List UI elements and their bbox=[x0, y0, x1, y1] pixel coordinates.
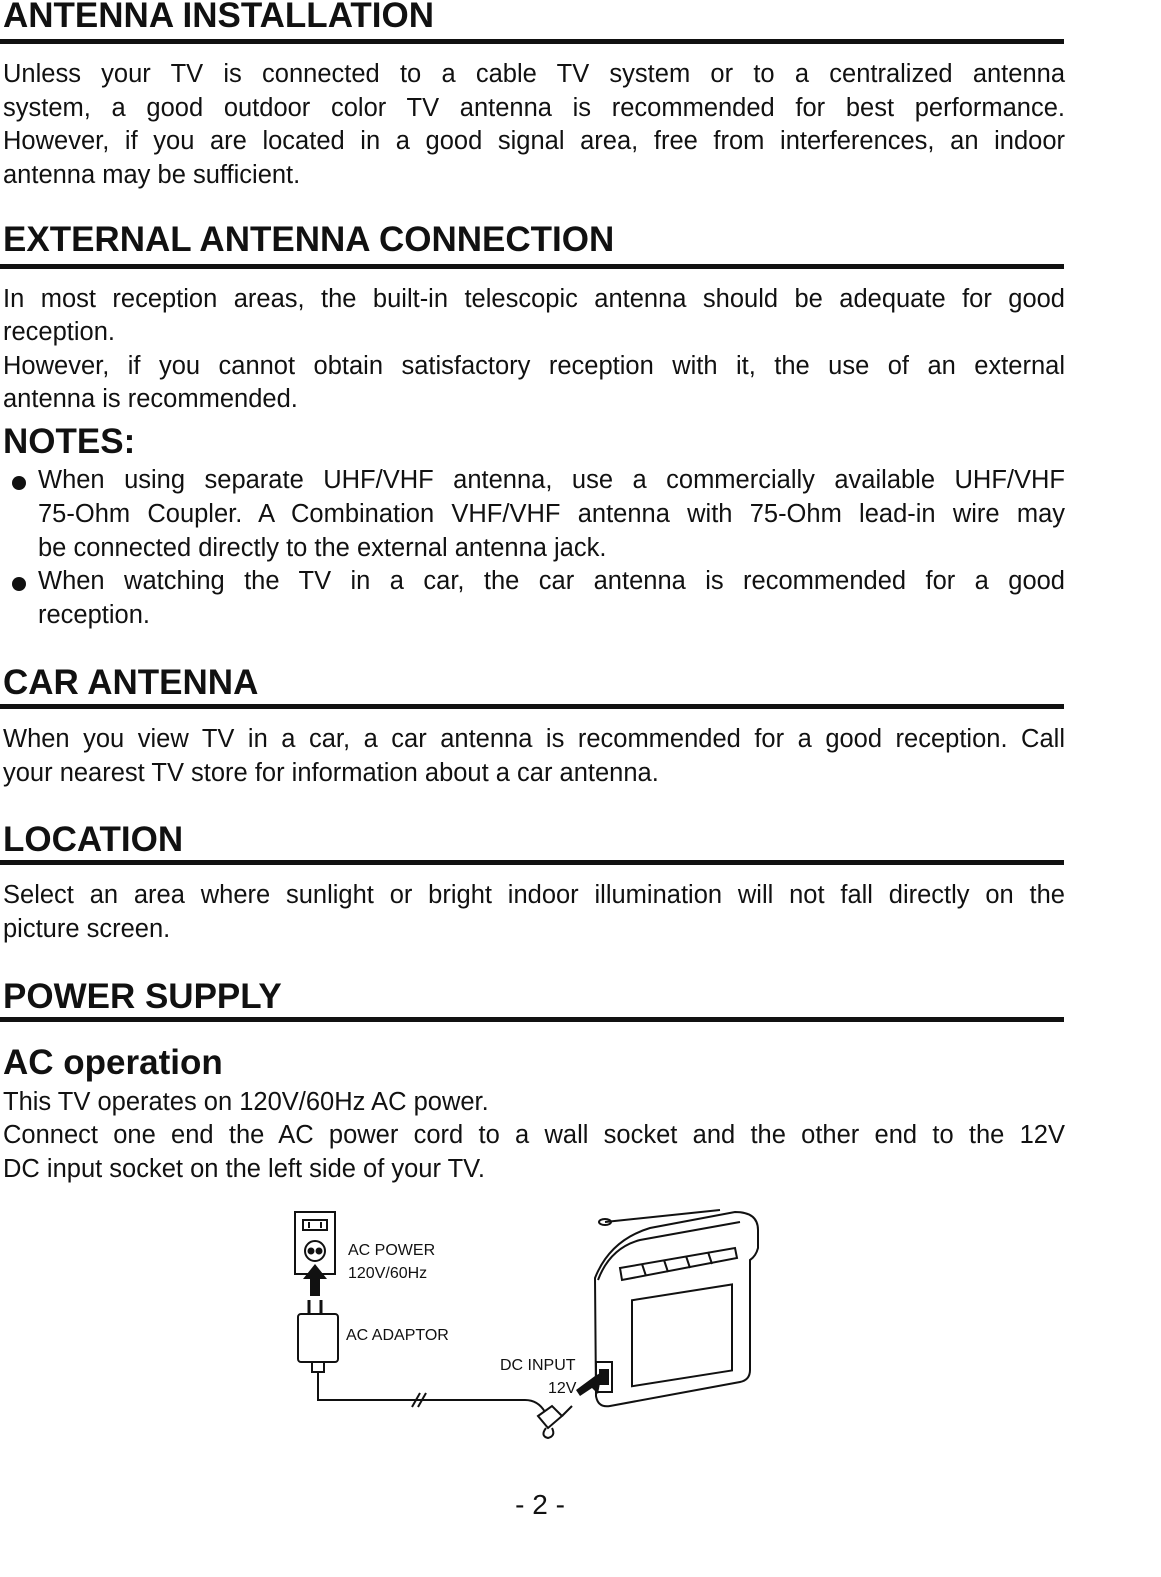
paragraph-line: Connect one end the AC power cord to a wall socket and the other end to the 12V bbox=[3, 1121, 1065, 1149]
dc-input-arrow-icon bbox=[576, 1372, 602, 1396]
note-line: When using separate UHF/VHF antenna, use a commercially available UHF/VHF bbox=[38, 466, 1065, 494]
heading-antenna-installation: ANTENNA INSTALLATION bbox=[3, 0, 434, 35]
heading-rule bbox=[0, 39, 1064, 44]
ac-adaptor-label: AC ADAPTOR bbox=[346, 1327, 449, 1344]
paragraph-line: your nearest TV store for information about a car antenna. bbox=[3, 759, 659, 787]
paragraph-line: When you view TV in a car, a car antenna is recommended for a good reception. Call bbox=[3, 725, 1065, 753]
ac-power-spec: 120V/60Hz bbox=[348, 1265, 428, 1282]
paragraph-line: antenna is recommended. bbox=[3, 385, 298, 413]
power-cable bbox=[318, 1380, 545, 1412]
bullet-icon bbox=[12, 476, 26, 490]
heading-rule bbox=[0, 704, 1064, 709]
heading-rule bbox=[0, 264, 1064, 269]
bullet-icon bbox=[12, 577, 26, 591]
heading-car-antenna: CAR ANTENNA bbox=[3, 663, 259, 702]
paragraph-line: This TV operates on 120V/60Hz AC power. bbox=[3, 1088, 489, 1116]
paragraph-line: system, a good outdoor color TV antenna is recommended for best performance. bbox=[3, 94, 1065, 122]
note-line: 75-Ohm Coupler. A Combination VHF/VHF antenna with 75-Ohm lead-in wire may bbox=[38, 500, 1065, 528]
dc-input-spec: 12V bbox=[548, 1380, 577, 1397]
ac-power-label: AC POWER bbox=[348, 1242, 436, 1259]
heading-external-antenna-connection: EXTERNAL ANTENNA CONNECTION bbox=[3, 220, 615, 259]
note-line: reception. bbox=[38, 601, 150, 629]
heading-power-supply: POWER SUPPLY bbox=[3, 977, 282, 1016]
heading-ac-operation: AC operation bbox=[3, 1043, 223, 1082]
note-item bbox=[3, 564, 1065, 632]
paragraph-line: reception. bbox=[3, 318, 115, 346]
paragraph-line: DC input socket on the left side of your TV. bbox=[3, 1155, 485, 1183]
ac-connection-diagram bbox=[280, 1200, 780, 1460]
heading-location: LOCATION bbox=[3, 820, 184, 859]
dc-input-label: DC INPUT bbox=[500, 1357, 576, 1374]
adaptor-prongs bbox=[309, 1300, 321, 1314]
paragraph-line: antenna may be sufficient. bbox=[3, 161, 301, 189]
notes-heading: NOTES: bbox=[3, 422, 136, 461]
note-line: When watching the TV in a car, the car antenna is recommended for a good bbox=[38, 567, 1065, 595]
page-number: - 2 - bbox=[515, 1489, 565, 1520]
paragraph-line: Select an area where sunlight or bright indoor illumination will not fall directly on the bbox=[3, 881, 1065, 909]
paragraph-line: However, if you are located in a good signal area, free from interferences, an indoor bbox=[3, 127, 1065, 155]
plug-arrow-icon bbox=[303, 1264, 327, 1296]
paragraph-line: Unless your TV is connected to a cable TV system or to a centralized antenna bbox=[3, 60, 1065, 88]
note-line: be connected directly to the external antenna jack. bbox=[38, 534, 607, 562]
paragraph-line: In most reception areas, the built-in telescopic antenna should be adequate for good bbox=[3, 285, 1065, 313]
tv-icon bbox=[595, 1210, 758, 1406]
paragraph-line: picture screen. bbox=[3, 915, 171, 943]
paragraph-line: However, if you cannot obtain satisfactory reception with it, the use of an external bbox=[3, 352, 1065, 380]
heading-rule bbox=[0, 860, 1064, 865]
note-item bbox=[3, 463, 1065, 565]
heading-rule bbox=[0, 1017, 1064, 1022]
ac-adaptor-icon bbox=[298, 1314, 338, 1380]
